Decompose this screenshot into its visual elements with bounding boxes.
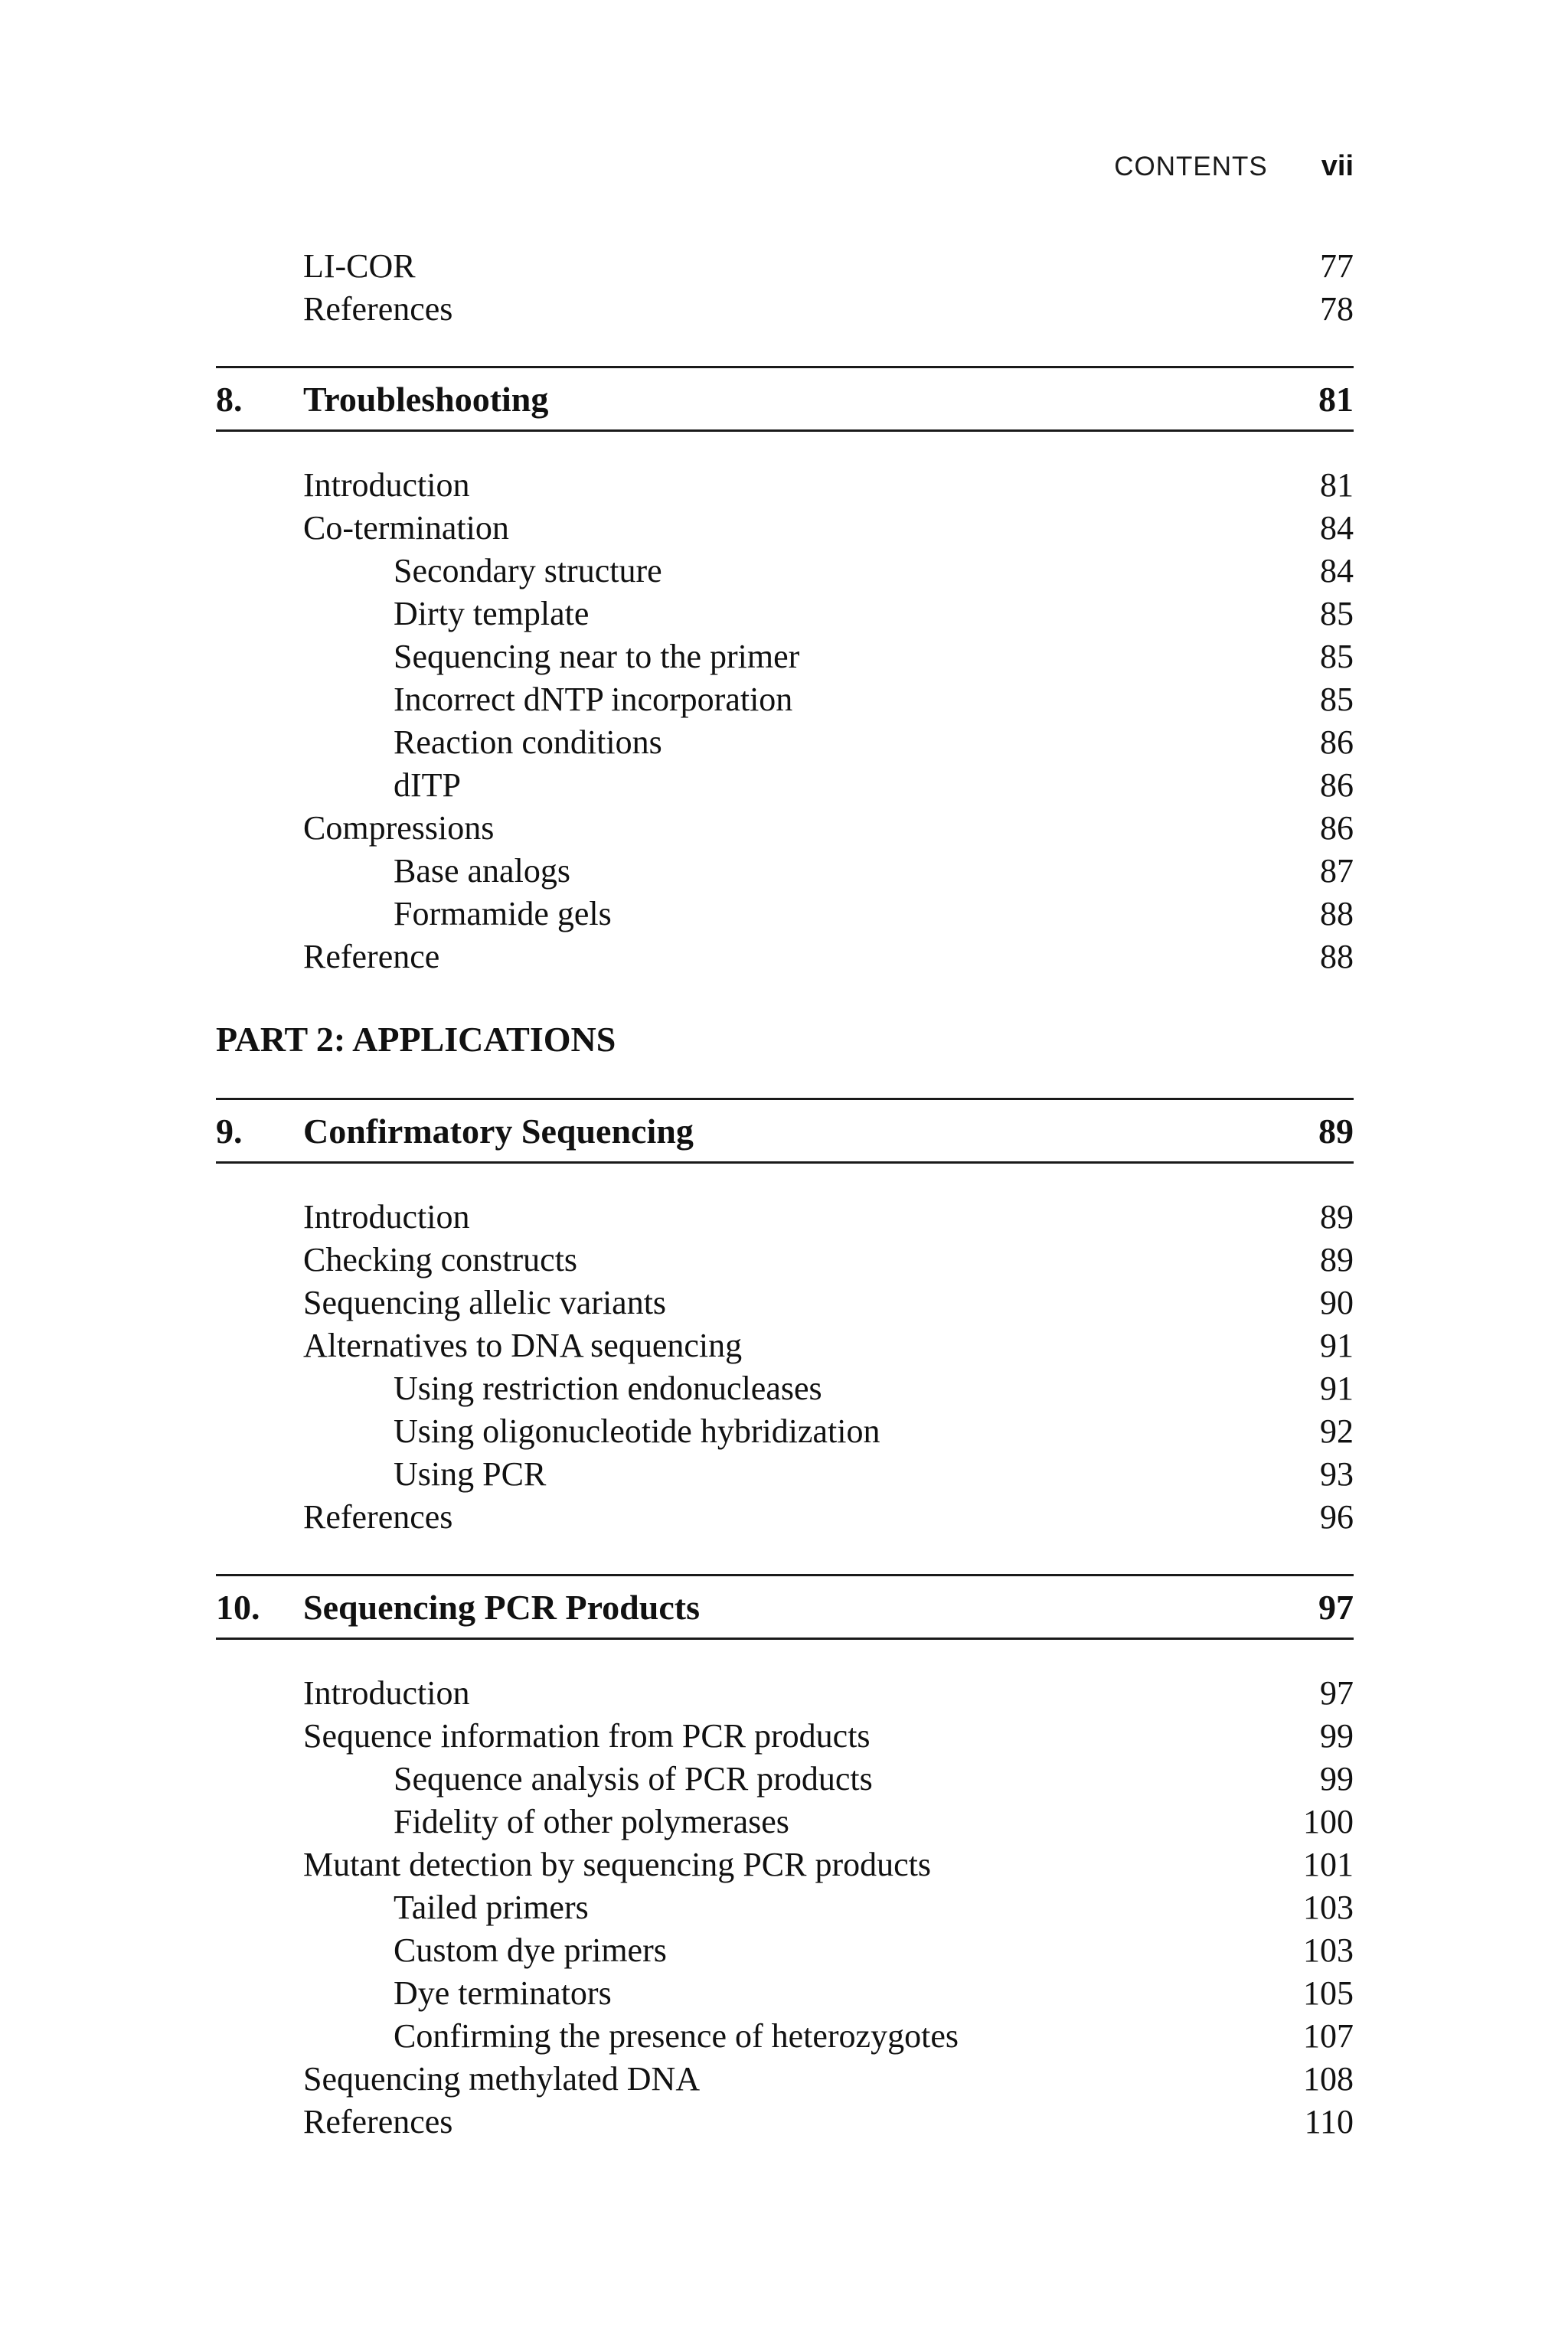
entry-title: Sequence information from PCR products bbox=[303, 1717, 871, 1755]
toc-subentry bbox=[303, 1367, 1354, 1410]
entry-page: 86 bbox=[1320, 723, 1354, 761]
entry-page: 89 bbox=[1320, 1241, 1354, 1278]
chapter-heading-10 bbox=[216, 1574, 1354, 1640]
entry-title: Sequencing near to the primer bbox=[394, 638, 800, 675]
entry-title: Checking constructs bbox=[303, 1241, 578, 1278]
toc-subentry bbox=[303, 1929, 1354, 1972]
toc-entry bbox=[303, 1282, 1354, 1324]
chapter-heading-8 bbox=[216, 366, 1354, 432]
entry-page: 88 bbox=[1320, 938, 1354, 975]
entry-title: Secondary structure bbox=[394, 552, 662, 589]
entry-page: 91 bbox=[1320, 1327, 1354, 1364]
toc-subentry bbox=[303, 593, 1354, 635]
toc-entry bbox=[303, 936, 1354, 978]
toc-subentry bbox=[303, 1453, 1354, 1496]
toc-subentry bbox=[303, 1410, 1354, 1453]
entry-page: 81 bbox=[1320, 466, 1354, 504]
entry-title: Sequencing allelic variants bbox=[303, 1284, 667, 1321]
entry-page: 84 bbox=[1320, 552, 1354, 589]
toc-entry bbox=[303, 2058, 1354, 2101]
entry-title: Introduction bbox=[303, 1674, 470, 1712]
toc-subentry bbox=[303, 550, 1354, 593]
entry-page: 85 bbox=[1320, 681, 1354, 718]
toc-subentry bbox=[303, 2015, 1354, 2058]
toc-subentry bbox=[303, 764, 1354, 807]
entry-page: 101 bbox=[1303, 1846, 1354, 1883]
entry-page: 110 bbox=[1304, 2103, 1354, 2140]
entry-page: 84 bbox=[1320, 509, 1354, 547]
table-of-contents bbox=[216, 245, 1354, 2144]
entry-page: 90 bbox=[1320, 1284, 1354, 1321]
toc-subentry bbox=[303, 1972, 1354, 2015]
entry-page: 96 bbox=[1320, 1498, 1354, 1536]
chapter-title: Troubleshooting bbox=[303, 379, 549, 419]
chapter-title: Confirmatory Sequencing bbox=[303, 1111, 694, 1151]
chapter-page: 81 bbox=[1318, 379, 1354, 419]
entry-page: 107 bbox=[1303, 2017, 1354, 2055]
entry-title: Compressions bbox=[303, 809, 495, 847]
entry-title: Using oligonucleotide hybridization bbox=[394, 1412, 880, 1450]
chapter-9-entries bbox=[216, 1196, 1354, 1539]
toc-subentry bbox=[303, 1886, 1354, 1929]
page-number: vii bbox=[1321, 150, 1354, 182]
entry-page: 87 bbox=[1320, 852, 1354, 890]
entry-title: Fidelity of other polymerases bbox=[394, 1803, 789, 1840]
entry-title: Incorrect dNTP incorporation bbox=[394, 681, 793, 718]
entry-page: 88 bbox=[1320, 895, 1354, 932]
toc-entry bbox=[303, 1324, 1354, 1367]
entry-page: 93 bbox=[1320, 1455, 1354, 1493]
entry-page: 99 bbox=[1320, 1760, 1354, 1798]
entry-title: Formamide gels bbox=[394, 895, 612, 932]
toc-entry bbox=[303, 507, 1354, 550]
entry-title: Alternatives to DNA sequencing bbox=[303, 1327, 743, 1364]
toc-entry bbox=[303, 464, 1354, 507]
entry-page: 86 bbox=[1320, 766, 1354, 804]
entry-title: References bbox=[303, 290, 453, 328]
toc-subentry bbox=[303, 635, 1354, 678]
entry-title: Using PCR bbox=[394, 1455, 547, 1493]
entry-page: 105 bbox=[1303, 1974, 1354, 2012]
entry-page: 85 bbox=[1320, 595, 1354, 632]
running-head bbox=[1072, 150, 1354, 187]
toc-entry bbox=[303, 807, 1354, 850]
entry-title: Introduction bbox=[303, 466, 470, 504]
toc-entry bbox=[303, 1496, 1354, 1539]
toc-subentry bbox=[303, 1801, 1354, 1843]
entry-page: 89 bbox=[1320, 1198, 1354, 1236]
entry-title: Tailed primers bbox=[394, 1889, 589, 1926]
entry-title: Base analogs bbox=[394, 852, 570, 890]
entry-page: 97 bbox=[1320, 1674, 1354, 1712]
entry-page: 99 bbox=[1320, 1717, 1354, 1755]
toc-subentry bbox=[303, 721, 1354, 764]
toc-entry bbox=[303, 1843, 1354, 1886]
entry-page: 103 bbox=[1303, 1889, 1354, 1926]
chapter-heading-9 bbox=[216, 1098, 1354, 1164]
toc-entry bbox=[303, 1672, 1354, 1715]
entry-title: Reaction conditions bbox=[394, 723, 662, 761]
chapter-page: 97 bbox=[1318, 1587, 1354, 1627]
entry-title: Using restriction endonucleases bbox=[394, 1370, 822, 1407]
entry-title: dITP bbox=[394, 766, 461, 804]
chapter-number: 8. bbox=[216, 379, 243, 419]
toc-subentry bbox=[303, 850, 1354, 893]
running-head-label: CONTENTS bbox=[1114, 152, 1268, 181]
entry-page: 86 bbox=[1320, 809, 1354, 847]
entry-title: Mutant detection by sequencing PCR products bbox=[303, 1846, 931, 1883]
toc-entry bbox=[303, 1196, 1354, 1239]
chapter-number: 10. bbox=[216, 1587, 260, 1627]
entry-page: 92 bbox=[1320, 1412, 1354, 1450]
entry-title: References bbox=[303, 2103, 453, 2140]
chapter-8-entries bbox=[216, 464, 1354, 978]
entry-title: Reference bbox=[303, 938, 440, 975]
chapter-10-entries bbox=[216, 1672, 1354, 2144]
toc-subentry bbox=[303, 1758, 1354, 1801]
toc-entries-continued bbox=[216, 245, 1354, 331]
entry-page: 78 bbox=[1320, 290, 1354, 328]
part-heading: PART 2: APPLICATIONS bbox=[216, 1020, 616, 1059]
toc-entry bbox=[303, 1715, 1354, 1758]
entry-title: Co-termination bbox=[303, 509, 509, 547]
chapter-number: 9. bbox=[216, 1111, 243, 1151]
entry-page: 77 bbox=[1320, 247, 1354, 285]
entry-page: 103 bbox=[1303, 1931, 1354, 1969]
entry-title: Confirming the presence of heterozygotes bbox=[394, 2017, 959, 2055]
toc-entry bbox=[303, 2101, 1354, 2144]
chapter-page: 89 bbox=[1318, 1111, 1354, 1151]
entry-title: Dirty template bbox=[394, 595, 590, 632]
entry-title: Dye terminators bbox=[394, 1974, 612, 2012]
entry-title: Custom dye primers bbox=[394, 1931, 667, 1969]
entry-page: 108 bbox=[1303, 2060, 1354, 2098]
toc-subentry bbox=[303, 893, 1354, 936]
chapter-title: Sequencing PCR Products bbox=[303, 1587, 700, 1627]
entry-title: LI-COR bbox=[303, 247, 416, 285]
entry-title: Sequence analysis of PCR products bbox=[394, 1760, 873, 1798]
toc-subentry bbox=[303, 678, 1354, 721]
entry-page: 85 bbox=[1320, 638, 1354, 675]
entry-title: Introduction bbox=[303, 1198, 470, 1236]
entry-page: 100 bbox=[1303, 1803, 1354, 1840]
toc-entry bbox=[303, 288, 1354, 331]
toc-entry bbox=[303, 1239, 1354, 1282]
entry-title: Sequencing methylated DNA bbox=[303, 2060, 701, 2098]
entry-page: 91 bbox=[1320, 1370, 1354, 1407]
toc-entry bbox=[303, 245, 1354, 288]
entry-title: References bbox=[303, 1498, 453, 1536]
